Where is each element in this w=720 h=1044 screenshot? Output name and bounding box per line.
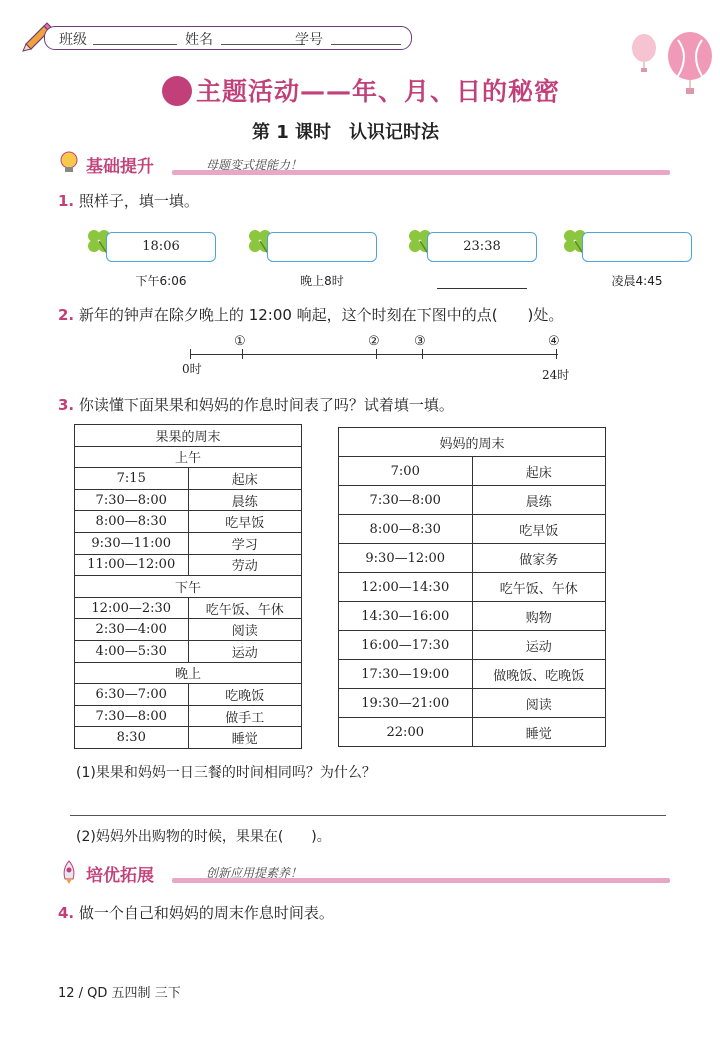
table-cell-time: 19:30—21:00 [339, 689, 473, 718]
table-row [75, 727, 302, 749]
class-label: 班级 [59, 32, 87, 48]
table-cell-time: 7:30—8:00 [75, 705, 189, 727]
table-cell-time: 11:00—12:00 [75, 554, 189, 576]
name-field[interactable] [221, 44, 305, 45]
table-row [339, 602, 606, 631]
table-row [339, 544, 606, 573]
table-row [75, 489, 302, 511]
rocket-icon [58, 859, 80, 885]
answer-line[interactable] [70, 815, 666, 816]
timeline-marker-1: ① [234, 334, 246, 349]
table-row [75, 684, 302, 706]
page-footer: 12 / QD 五四制 三下 [58, 986, 181, 1001]
table-cell-activity: 睡觉 [188, 727, 302, 749]
table-row [339, 689, 606, 718]
question-1-number: 1. [58, 192, 75, 210]
table-cell-time: 9:30—11:00 [75, 532, 189, 554]
timeline-marker-3: ③ [414, 334, 426, 349]
table-group-heading: 晚上 [75, 662, 302, 684]
section-advanced-label: 培优拓展 [86, 866, 154, 886]
question-2 [58, 304, 563, 325]
table-cell-activity: 吃午饭、午休 [188, 597, 302, 619]
timeline-axis [190, 354, 558, 355]
timeline-marker-4: ④ [548, 334, 560, 349]
digital-time-box[interactable] [267, 232, 377, 262]
table-row [75, 640, 302, 662]
table-cell-activity: 阅读 [472, 689, 606, 718]
table-cell-activity: 吃晚饭 [188, 684, 302, 706]
table-cell-activity: 睡觉 [472, 718, 606, 747]
table-cell-activity: 购物 [472, 602, 606, 631]
table-cell-activity: 晨练 [188, 489, 302, 511]
timeline-tick-3 [422, 349, 423, 359]
table-title: 妈妈的周末 [339, 428, 606, 457]
table-cell-activity: 运动 [188, 640, 302, 662]
digital-time-box: 18:06 [106, 232, 216, 262]
time-caption: 晚上8时 [300, 274, 344, 288]
number-label: 学号 [295, 32, 323, 48]
table-row [75, 468, 302, 490]
table-cell-activity: 做晚饭、吃晚饭 [472, 660, 606, 689]
table-cell-time: 4:00—5:30 [75, 640, 189, 662]
table-cell-activity: 学习 [188, 532, 302, 554]
name-label: 姓名 [185, 32, 213, 48]
timeline [180, 336, 580, 382]
page-title: 主题活动——年、月、日的秘密 [196, 77, 561, 106]
table-row [339, 457, 606, 486]
table-row [75, 597, 302, 619]
question-1 [58, 190, 199, 211]
table-row [75, 532, 302, 554]
timeline-tick-1 [242, 349, 243, 359]
table-cell-time: 16:00—17:30 [339, 631, 473, 660]
bulb-icon [58, 150, 80, 174]
student-info-bar [44, 26, 412, 50]
question-4 [58, 902, 334, 923]
lesson-subtitle: 第 1 课时 认识记时法 [252, 122, 440, 143]
section-basic-label: 基础提升 [86, 157, 154, 177]
table-cell-time: 8:30 [75, 727, 189, 749]
table-cell-activity: 晨练 [472, 486, 606, 515]
table-row [339, 573, 606, 602]
table-row [339, 486, 606, 515]
section-basic-note: 母题变式提能力！ [206, 158, 303, 172]
question-3-sub1: (1)果果和妈妈一日三餐的时间相同吗？为什么？ [76, 765, 376, 781]
table-cell-activity: 劳动 [188, 554, 302, 576]
table-group-row [75, 662, 302, 684]
table-row [75, 619, 302, 641]
table-group-row [75, 576, 302, 598]
table-title-row [75, 425, 302, 447]
table-group-row [75, 446, 302, 468]
table-cell-time: 17:30—19:00 [339, 660, 473, 689]
question-1-text: 照样子，填一填。 [78, 192, 199, 210]
table-row [75, 705, 302, 727]
table-cell-activity: 吃早饭 [472, 515, 606, 544]
guoguo-schedule-table [74, 424, 302, 749]
table-cell-time: 8:00—8:30 [339, 515, 473, 544]
table-cell-activity: 阅读 [188, 619, 302, 641]
table-cell-time: 12:00—14:30 [339, 573, 473, 602]
timeline-end-label: 24时 [542, 368, 570, 382]
table-cell-activity: 起床 [472, 457, 606, 486]
question-3-sub2: (2)妈妈外出购物的时候，果果在( )。 [76, 829, 331, 845]
number-field[interactable] [331, 44, 401, 45]
table-title-row [339, 428, 606, 457]
table-row [339, 660, 606, 689]
table-cell-time: 14:30—16:00 [339, 602, 473, 631]
table-cell-time: 22:00 [339, 718, 473, 747]
question-3-number: 3. [58, 396, 75, 414]
table-group-heading: 下午 [75, 576, 302, 598]
table-cell-time: 7:30—8:00 [339, 486, 473, 515]
table-cell-time: 7:30—8:00 [75, 489, 189, 511]
table-row [339, 631, 606, 660]
table-row [75, 554, 302, 576]
answer-blank[interactable] [437, 272, 527, 289]
table-cell-activity: 做家务 [472, 544, 606, 573]
table-cell-time: 8:00—8:30 [75, 511, 189, 533]
question-4-text: 做一个自己和妈妈的周末作息时间表。 [78, 904, 334, 922]
timeline-start-label: 0时 [182, 362, 202, 376]
section-advanced-note: 创新应用提素养！ [206, 866, 303, 880]
timeline-tick-end [556, 349, 557, 359]
timeline-tick-start [190, 349, 191, 359]
question-2-number: 2. [58, 306, 75, 324]
table-cell-time: 9:30—12:00 [339, 544, 473, 573]
table-cell-time: 7:00 [339, 457, 473, 486]
digital-time-box[interactable] [582, 232, 692, 262]
title-dot-icon [162, 76, 192, 106]
digital-time-box: 23:38 [427, 232, 537, 262]
question-3 [58, 394, 454, 415]
table-cell-activity: 吃午饭、午休 [472, 573, 606, 602]
table-cell-activity: 运动 [472, 631, 606, 660]
question-2-text: 新年的钟声在除夕晚上的 12:00 响起，这个时刻在下图中的点( )处。 [78, 306, 564, 324]
time-caption: 下午6:06 [135, 274, 187, 288]
table-cell-activity: 起床 [188, 468, 302, 490]
table-cell-time: 2:30—4:00 [75, 619, 189, 641]
question-4-number: 4. [58, 904, 75, 922]
table-row [75, 511, 302, 533]
table-title: 果果的周末 [75, 425, 302, 447]
table-row [339, 718, 606, 747]
table-cell-time: 6:30—7:00 [75, 684, 189, 706]
table-cell-time: 7:15 [75, 468, 189, 490]
table-row [339, 515, 606, 544]
table-group-heading: 上午 [75, 446, 302, 468]
question-3-text: 你读懂下面果果和妈妈的作息时间表了吗？试着填一填。 [78, 396, 454, 414]
timeline-marker-2: ② [368, 334, 380, 349]
balloon-icon [628, 32, 718, 96]
timeline-tick-2 [376, 349, 377, 359]
table-cell-activity: 做手工 [188, 705, 302, 727]
mama-schedule-table [338, 427, 606, 747]
time-caption: 凌晨4:45 [611, 274, 663, 288]
table-cell-time: 12:00—2:30 [75, 597, 189, 619]
table-cell-activity: 吃早饭 [188, 511, 302, 533]
class-field[interactable] [93, 44, 177, 45]
